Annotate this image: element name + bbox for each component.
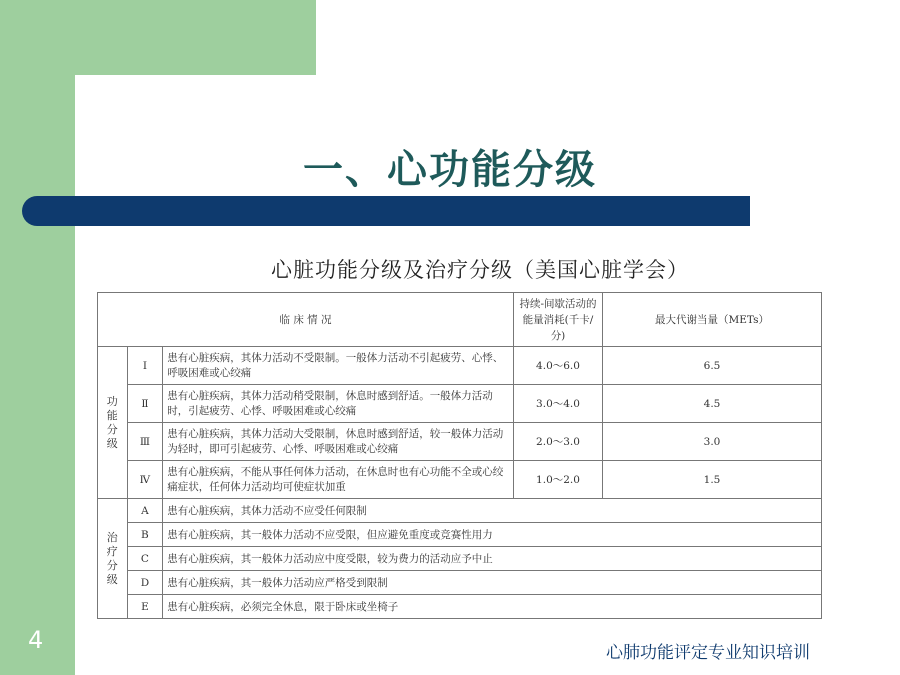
table-header-row xyxy=(98,293,822,347)
heart-function-table xyxy=(97,292,822,619)
energy-cell: 4.0～6.0 xyxy=(514,347,603,385)
mets-cell: 1.5 xyxy=(603,461,822,499)
group-function-label xyxy=(98,347,128,499)
header-energy: 持续-间歇活动的能量消耗(千卡/分) xyxy=(514,293,603,347)
table-row xyxy=(98,571,822,595)
grade-cell: Ⅱ xyxy=(127,385,163,423)
desc-cell: 患有心脏疾病，必须完全休息，限于卧床或坐椅子 xyxy=(163,595,822,619)
decor-green-top xyxy=(0,0,316,75)
desc-cell: 患有心脏疾病，其体力活动大受限制，休息时感到舒适，较一般体力活动为轻时，即可引起疲劳、心悸、呼吸困难或心绞痛 xyxy=(163,423,514,461)
grade-cell: E xyxy=(127,595,163,619)
desc-cell: 患有心脏疾病，其一般体力活动应中度受限，较为费力的活动应予中止 xyxy=(163,547,822,571)
desc-cell: 患有心脏疾病，其体力活动不应受任何限制 xyxy=(163,499,822,523)
grade-cell: Ⅳ xyxy=(127,461,163,499)
table-row xyxy=(98,523,822,547)
desc-cell: 患有心脏疾病，不能从事任何体力活动，在休息时也有心功能不全或心绞痛症状，任何体力活动均可使症状加重 xyxy=(163,461,514,499)
group-treatment-text: 治疗分级 xyxy=(106,530,118,586)
group-treatment-label xyxy=(98,499,128,619)
header-mets: 最大代谢当量（METs） xyxy=(603,293,822,347)
page-number: 4 xyxy=(28,626,44,654)
table-row xyxy=(98,547,822,571)
table-row xyxy=(98,385,822,423)
energy-cell: 2.0～3.0 xyxy=(514,423,603,461)
table-row xyxy=(98,595,822,619)
mets-cell: 3.0 xyxy=(603,423,822,461)
decor-green-left xyxy=(0,0,75,675)
slide-title: 一、心功能分级 xyxy=(303,147,597,193)
title-underline-bar xyxy=(22,196,750,226)
grade-cell: A xyxy=(127,499,163,523)
table-row xyxy=(98,461,822,499)
grade-cell: D xyxy=(127,571,163,595)
footer-text: 心肺功能评定专业知识培训 xyxy=(606,643,810,663)
table-caption: 心脏功能分级及治疗分级（美国心脏学会） xyxy=(271,258,689,282)
mets-cell: 6.5 xyxy=(603,347,822,385)
table-row xyxy=(98,423,822,461)
table-row xyxy=(98,347,822,385)
grade-cell: Ⅲ xyxy=(127,423,163,461)
desc-cell: 患有心脏疾病，其一般体力活动应严格受到限制 xyxy=(163,571,822,595)
desc-cell: 患有心脏疾病，其一般体力活动不应受限，但应避免重度或竞赛性用力 xyxy=(163,523,822,547)
grade-cell: Ⅰ xyxy=(127,347,163,385)
header-clinical: 临 床 情 况 xyxy=(98,293,514,347)
energy-cell: 1.0～2.0 xyxy=(514,461,603,499)
desc-cell: 患有心脏疾病，其体力活动不受限制。一般体力活动不引起疲劳、心悸、呼吸困难或心绞痛 xyxy=(163,347,514,385)
energy-cell: 3.0～4.0 xyxy=(514,385,603,423)
mets-cell: 4.5 xyxy=(603,385,822,423)
group-function-text: 功能分级 xyxy=(106,394,118,450)
table-row xyxy=(98,499,822,523)
grade-cell: B xyxy=(127,523,163,547)
grade-cell: C xyxy=(127,547,163,571)
desc-cell: 患有心脏疾病，其体力活动稍受限制，休息时感到舒适。一般体力活动时，引起疲劳、心悸、呼吸困难或心绞痛 xyxy=(163,385,514,423)
